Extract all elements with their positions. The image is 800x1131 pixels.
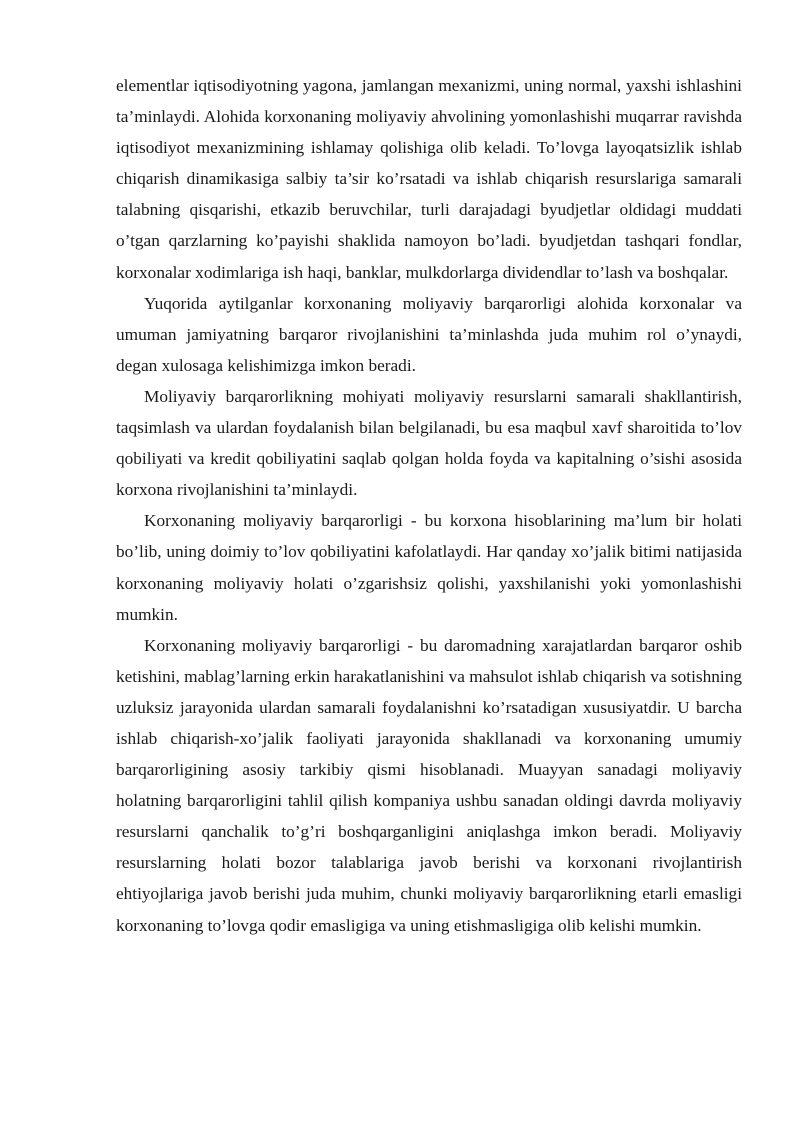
paragraph: Moliyaviy barqarorlikning mohiyati moliyaviy resurslarni samarali shakllantirish, taqsimlash va ulardan foydalanish bilan belgilanadi, bu esa maqbul xavf sharoitida to’lov qobiliyati va kredit qobiliyatini saqlab qolgan holda foyda va kapitalning o’sishi asosida korxona rivojlanishini ta’minlaydi. xyxy=(116,386,742,500)
paragraph: Korxonaning moliyaviy barqarorligi - bu daromadning xarajatlardan barqaror oshib ketishini, mablag’larning erkin harakatlanishini va mahsulot ishlab chiqarish va sotishning uzluksiz jarayonida ulardan samarali foydalanishni ko’rsatadigan xususiyatdir. U barcha ishlab chiqarish-xo’jalik faoliyati jarayonida shakllanadi va korxonaning umumiy barqarorligining asosiy tarkibiy qismi hisoblanadi. Muayyan sanadagi moliyaviy holatning barqarorligini tahlil qilish kompaniya ushbu sanadan oldingi davrda moliyaviy resurslarni qanchalik to’g’ri boshqarganligini aniqlashga imkon beradi. Moliyaviy resurslarning holati bozor talablariga javob berishi va korxonani rivojlantirish ehtiyojlariga javob berishi juda muhim, chunki moliyaviy barqarorlikning etarli emasligi korxonaning to’lovga qodir emasligiga va uning etishmasligiga olib kelishi mumkin. xyxy=(116,635,742,935)
document-body xyxy=(116,70,742,941)
paragraph-continuation: elementlar iqtisodiyotning yagona, jamlangan mexanizmi, uning normal, yaxshi ishlashini ta’minlaydi. Alohida korxonaning moliyaviy ahvolining yomonlashishi muqarrar ravishda iqtisodiyot mexanizmining ishlamay qolishiga olib keladi. To’lovga layoqatsizlik ishlab chiqarish dinamikasiga salbiy ta’sir ko’rsatadi va ishlab chiqarish resurslariga samarali talabning qisqarishi, etkazib beruvchilar, turli darajadagi byudjetlar oldidagi muddati o’tgan qarzlarning ko’payishi shaklida namoyon bo’ladi. byudjetdan tashqari fondlar, korxonalar xodimlariga ish haqi, banklar, mulkdorlarga dividendlar to’lash va boshqalar. xyxy=(116,76,742,282)
paragraph: Korxonaning moliyaviy barqarorligi - bu korxona hisoblarining ma’lum bir holati bo’lib, uning doimiy to’lov qobiliyatini kafolatlaydi. Har qanday xo’jalik bitimi natijasida korxonaning moliyaviy holati o’zgarishsiz qolishi, yaxshilanishi yoki yomonlashishi mumkin. xyxy=(116,511,742,624)
paragraph: Yuqorida aytilganlar korxonaning moliyaviy barqarorligi alohida korxonalar va umuman jamiyatning barqaror rivojlanishini ta’minlashda juda muhim rol o’ynaydi, degan xulosaga kelishimizga imkon beradi. xyxy=(116,293,742,375)
